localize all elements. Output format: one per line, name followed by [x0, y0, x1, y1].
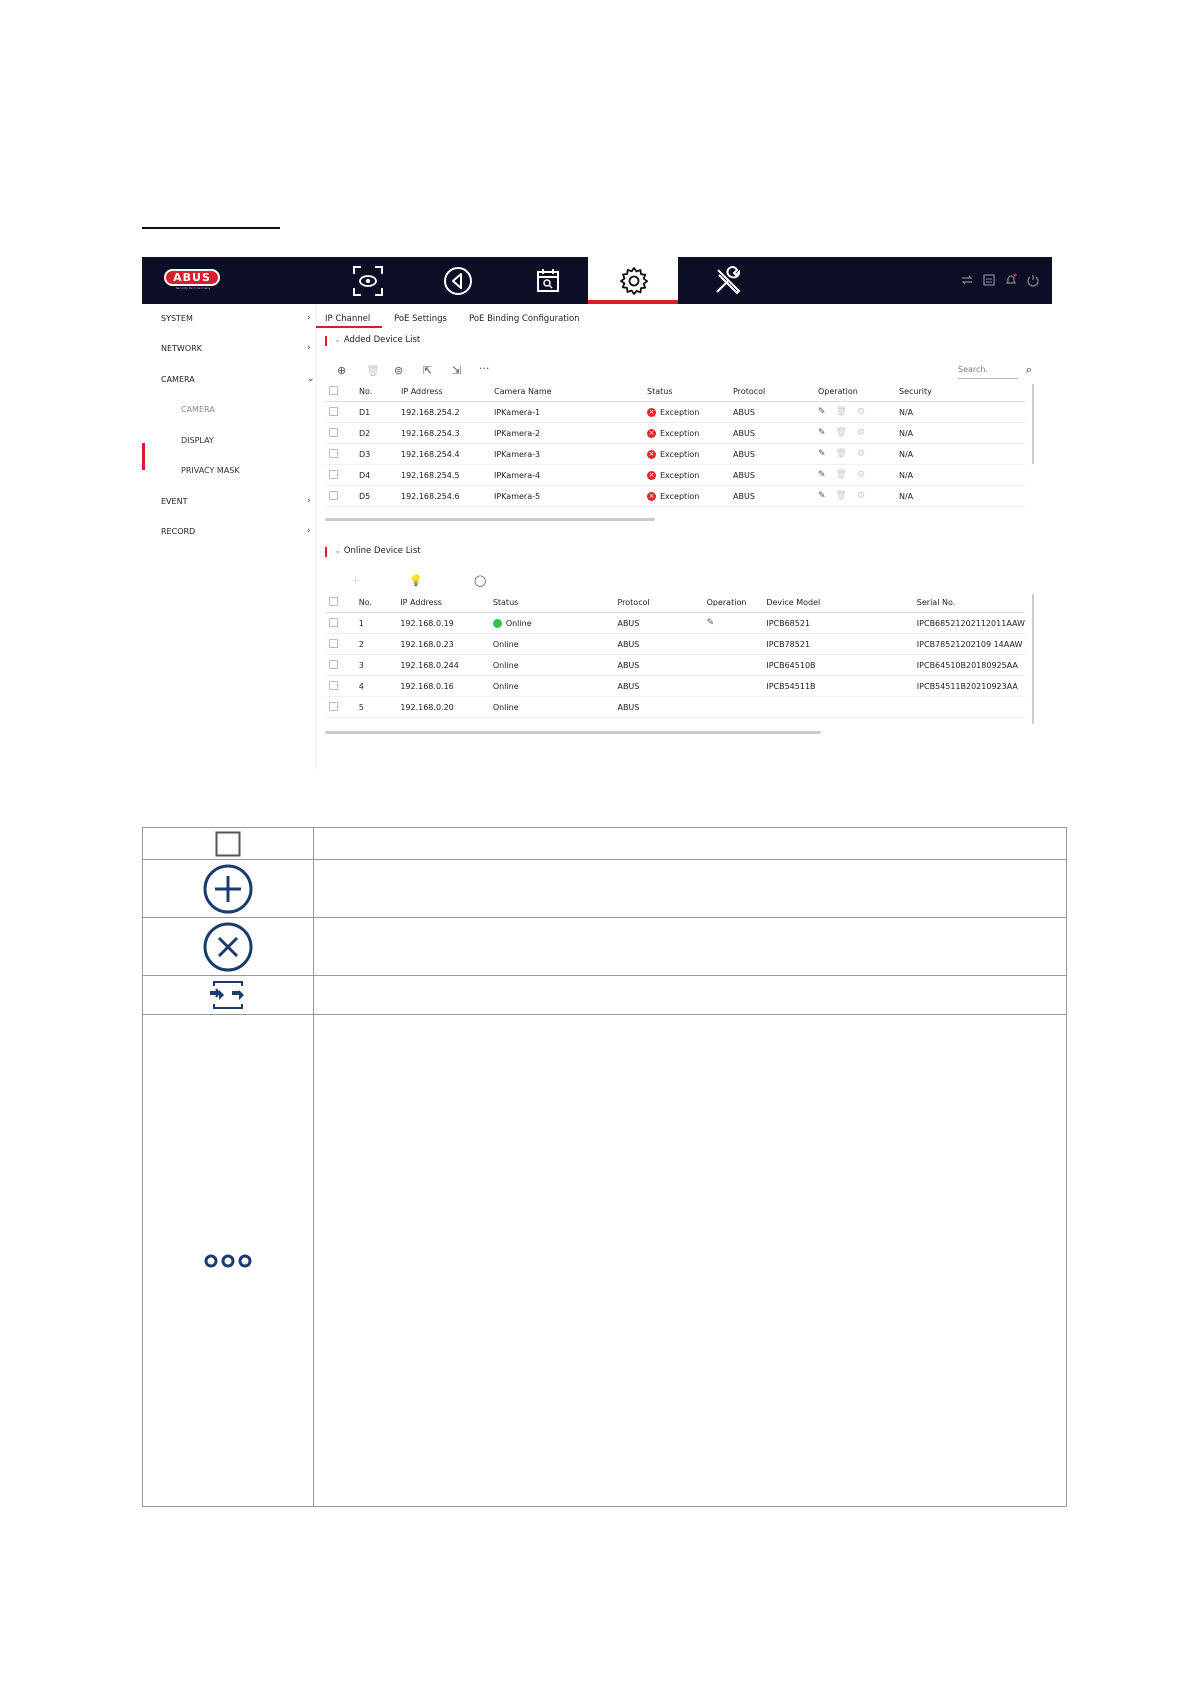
cell-no: 3	[355, 655, 397, 676]
network-status-icon[interactable]	[960, 273, 974, 287]
gear-icon	[618, 265, 650, 297]
column-header[interactable]: Security	[895, 381, 1025, 402]
column-header[interactable]: Status	[489, 592, 614, 613]
cell-name: IPKamera-3	[490, 444, 643, 465]
edit-icon[interactable]: ✎	[818, 470, 826, 480]
delete-circle-icon	[203, 922, 253, 972]
cell-serial	[913, 697, 1025, 718]
gear-icon[interactable]: ⚙	[856, 428, 866, 438]
delete-icon[interactable]: 🗑	[835, 407, 847, 417]
search-placeholder: Search.	[958, 365, 989, 374]
cell-status: Online	[505, 618, 532, 628]
chevron-right-icon: ›	[307, 526, 311, 536]
column-header[interactable]: IP Address	[396, 592, 489, 613]
cell-protocol: ABUS	[729, 444, 814, 465]
cell-serial: IPCB68521202112011AAW	[913, 613, 1025, 634]
table-header-row	[325, 592, 1025, 613]
tab-live-view[interactable]	[322, 257, 412, 304]
added-list-header[interactable]	[334, 335, 420, 345]
cell-status: Exception	[660, 407, 700, 417]
logo-subtext: Security Tech Germany	[175, 286, 211, 290]
trash-icon[interactable]: 🗑	[366, 364, 380, 377]
cell-status: Exception	[660, 491, 700, 501]
refresh-icon[interactable]: ◯	[474, 574, 487, 587]
table-header-row	[325, 381, 1025, 402]
cell-protocol: ABUS	[613, 697, 702, 718]
row-checkbox[interactable]	[329, 449, 338, 458]
cell-no: 2	[355, 634, 397, 655]
cell-no: 5	[355, 697, 397, 718]
add-circle-icon	[203, 864, 253, 914]
edit-icon[interactable]: ✎	[818, 491, 826, 501]
horizontal-scrollbar[interactable]	[325, 731, 821, 734]
power-icon[interactable]	[1026, 273, 1040, 287]
sidebar-item-camera[interactable]: CAMERA	[161, 375, 195, 384]
cell-security: N/A	[895, 486, 1025, 507]
cell-ip: 192.168.254.2	[397, 402, 490, 423]
column-header[interactable]: No.	[355, 592, 397, 613]
row-checkbox[interactable]	[329, 702, 338, 711]
gear-icon[interactable]: ⚙	[856, 407, 866, 417]
settings-sidebar	[142, 304, 317, 769]
table-row[interactable]	[325, 423, 1025, 444]
logo-badge: ABUS	[164, 269, 220, 286]
cell-serial: IPCB64510B20180925AA	[913, 655, 1025, 676]
column-header[interactable]: Device Model	[762, 592, 912, 613]
edit-icon[interactable]: ✎	[818, 449, 826, 459]
cell-no: D3	[355, 444, 397, 465]
cell-ip: 192.168.0.20	[396, 697, 489, 718]
gear-icon[interactable]: ⚙	[856, 470, 866, 480]
cell-no: D2	[355, 423, 397, 444]
column-header[interactable]: Protocol	[613, 592, 702, 613]
column-header[interactable]: Serial No.	[913, 592, 1025, 613]
online-status-icon	[493, 619, 502, 628]
active-tab-underline	[316, 326, 382, 328]
more-dots-icon	[203, 1253, 253, 1269]
cell-protocol: ABUS	[729, 465, 814, 486]
cell-status: Exception	[660, 470, 700, 480]
row-checkbox[interactable]	[329, 491, 338, 500]
export-icon[interactable]: ⇱	[423, 364, 433, 377]
sidebar-selection-marker	[142, 443, 145, 470]
row-checkbox[interactable]	[329, 407, 338, 416]
sidebar-item-network[interactable]: NETWORK	[161, 344, 202, 353]
cell-name: IPKamera-2	[490, 423, 643, 444]
cell-no: 4	[355, 676, 397, 697]
table-row[interactable]	[325, 676, 1025, 697]
select-all-checkbox[interactable]	[329, 386, 338, 395]
cell-ip: 192.168.254.6	[397, 486, 490, 507]
vertical-scrollbar[interactable]	[1032, 594, 1034, 724]
cell-serial: IPCB78521202109 14AAW	[913, 634, 1025, 655]
cell-ip: 192.168.254.5	[397, 465, 490, 486]
sidebar-subitem-privacy-mask[interactable]: PRIVACY MASK	[181, 466, 240, 475]
table-row[interactable]	[325, 486, 1025, 507]
playback-icon	[442, 265, 474, 297]
cell-status: Online	[489, 655, 614, 676]
column-header[interactable]: No.	[355, 381, 397, 402]
column-header[interactable]: Operation	[814, 381, 895, 402]
cell-name: IPKamera-1	[490, 402, 643, 423]
tab-settings[interactable]	[588, 257, 678, 304]
tab-poe-settings[interactable]: PoE Settings	[394, 314, 447, 324]
main-content	[316, 304, 1052, 769]
cell-serial: IPCB54511B20210923AA	[913, 676, 1025, 697]
added-list-title: Added Device List	[343, 335, 421, 345]
legend-row	[143, 860, 1066, 918]
cell-security: N/A	[895, 444, 1025, 465]
cell-ip: 192.168.254.3	[397, 423, 490, 444]
cell-protocol: ABUS	[613, 655, 702, 676]
cell-protocol: ABUS	[729, 486, 814, 507]
legend-row	[143, 828, 1066, 860]
edit-icon[interactable]: ✎	[818, 428, 826, 438]
legend-row	[143, 976, 1066, 1015]
notification-bell-icon[interactable]	[1004, 273, 1018, 287]
table-row[interactable]	[325, 655, 1025, 676]
cell-status: Exception	[660, 428, 700, 438]
chevron-right-icon: ›	[307, 343, 311, 353]
abus-logo	[164, 269, 220, 291]
table-row[interactable]	[325, 465, 1025, 486]
storage-icon[interactable]	[982, 273, 996, 287]
cell-protocol: ABUS	[729, 402, 814, 423]
edit-icon[interactable]: ✎	[706, 618, 715, 628]
cell-protocol: ABUS	[613, 613, 702, 634]
tab-playback[interactable]	[412, 257, 502, 304]
cell-ip: 192.168.0.16	[396, 676, 489, 697]
vertical-scrollbar[interactable]	[1032, 384, 1034, 464]
sidebar-subitem-camera[interactable]: CAMERA	[181, 405, 215, 414]
row-checkbox[interactable]	[329, 681, 338, 690]
cell-no: D1	[355, 402, 397, 423]
cell-no: D5	[355, 486, 397, 507]
import-icon[interactable]: ⇲	[452, 364, 462, 377]
chevron-right-icon: ›	[307, 313, 311, 323]
error-status-icon: ×	[648, 407, 655, 416]
cell-protocol: ABUS	[729, 423, 814, 444]
tab-search[interactable]	[502, 257, 592, 304]
chevron-right-icon: ›	[307, 496, 311, 506]
live-view-icon	[352, 265, 384, 297]
edit-icon[interactable]: ✎	[818, 407, 826, 417]
legend-row	[143, 1015, 1066, 1506]
table-row[interactable]	[325, 634, 1025, 655]
cell-security: N/A	[895, 465, 1025, 486]
cell-status: Online	[489, 634, 614, 655]
search-input[interactable]	[958, 363, 1032, 379]
row-checkbox[interactable]	[329, 428, 338, 437]
row-checkbox[interactable]	[329, 660, 338, 669]
cell-ip: 192.168.0.19	[396, 613, 489, 634]
sidebar-item-record[interactable]: RECORD	[161, 527, 196, 536]
top-navigation-bar	[142, 257, 1052, 304]
online-list-header[interactable]	[334, 546, 421, 556]
table-row[interactable]	[325, 613, 1025, 634]
legend-row	[143, 918, 1066, 976]
error-status-icon: ×	[648, 491, 655, 500]
checkbox-icon	[215, 831, 241, 857]
sidebar-subitem-display[interactable]: DISPLAY	[181, 436, 214, 445]
column-header[interactable]: Camera Name	[490, 381, 643, 402]
column-header[interactable]: Status	[643, 381, 729, 402]
cell-name: IPKamera-5	[490, 486, 643, 507]
column-header[interactable]: IP Address	[397, 381, 490, 402]
error-status-icon: ×	[648, 428, 655, 437]
more-icon[interactable]: ···	[479, 362, 490, 375]
error-status-icon: ×	[648, 470, 655, 479]
sidebar-item-event[interactable]: EVENT	[161, 497, 188, 506]
tab-poe-binding[interactable]: PoE Binding Configuration	[469, 314, 580, 324]
column-header[interactable]: Operation	[703, 592, 763, 613]
select-all-checkbox[interactable]	[329, 597, 338, 606]
lightbulb-icon[interactable]: 💡	[409, 574, 423, 587]
row-checkbox[interactable]	[329, 639, 338, 648]
cell-protocol: ABUS	[613, 634, 702, 655]
cell-security: N/A	[895, 423, 1025, 444]
add-icon[interactable]: +	[351, 574, 361, 587]
tools-icon	[712, 265, 744, 297]
delete-icon[interactable]: 🗑	[835, 491, 847, 501]
add-icon[interactable]: ⊕	[337, 364, 347, 377]
row-checkbox[interactable]	[329, 470, 338, 479]
cell-status: Online	[489, 697, 614, 718]
filter-icon[interactable]: ⊜	[394, 364, 404, 377]
table-row[interactable]	[325, 697, 1025, 718]
cell-ip: 192.168.0.23	[396, 634, 489, 655]
chevron-down-icon: ⌄	[307, 374, 315, 384]
search-icon[interactable]: ⌕	[1025, 363, 1032, 376]
cell-ip: 192.168.254.4	[397, 444, 490, 465]
online-device-table	[325, 592, 1025, 718]
delete-icon[interactable]: 🗑	[835, 470, 847, 480]
horizontal-scrollbar[interactable]	[325, 518, 655, 521]
cell-model	[762, 697, 912, 718]
cell-security: N/A	[895, 402, 1025, 423]
gear-icon[interactable]: ⚙	[856, 491, 866, 501]
tab-maintenance[interactable]	[682, 257, 772, 304]
cell-status: Exception	[660, 449, 700, 459]
cell-model: IPCB54511B	[762, 676, 912, 697]
calendar-search-icon	[532, 265, 564, 297]
table-row[interactable]	[325, 402, 1025, 423]
chevron-down-icon: ⌄	[334, 335, 344, 345]
error-status-icon: ×	[648, 449, 655, 458]
cell-ip: 192.168.0.244	[396, 655, 489, 676]
cell-status: Online	[489, 676, 614, 697]
swap-arrows-icon	[208, 980, 248, 1010]
added-device-table	[325, 381, 1025, 507]
gear-icon[interactable]: ⚙	[856, 449, 866, 459]
nvr-settings-screenshot	[142, 257, 1052, 769]
delete-icon[interactable]: 🗑	[835, 428, 847, 438]
chevron-down-icon: ⌄	[334, 546, 344, 556]
cell-no: 1	[355, 613, 397, 634]
icon-legend-table	[142, 827, 1067, 1507]
online-list-title: Online Device List	[343, 546, 421, 556]
cell-model: IPCB68521	[762, 613, 912, 634]
cell-model: IPCB64510B	[762, 655, 912, 676]
table-row[interactable]	[325, 444, 1025, 465]
section-title-underline	[142, 227, 280, 229]
section-marker	[325, 336, 327, 346]
cell-protocol: ABUS	[613, 676, 702, 697]
tab-ip-channel[interactable]: IP Channel	[325, 314, 371, 324]
delete-icon[interactable]: 🗑	[835, 449, 847, 459]
section-marker	[325, 547, 327, 557]
row-checkbox[interactable]	[329, 618, 338, 627]
cell-name: IPKamera-4	[490, 465, 643, 486]
column-header[interactable]: Protocol	[729, 381, 814, 402]
cell-model: IPCB78521	[762, 634, 912, 655]
cell-no: D4	[355, 465, 397, 486]
sidebar-item-system[interactable]: SYSTEM	[161, 314, 193, 323]
